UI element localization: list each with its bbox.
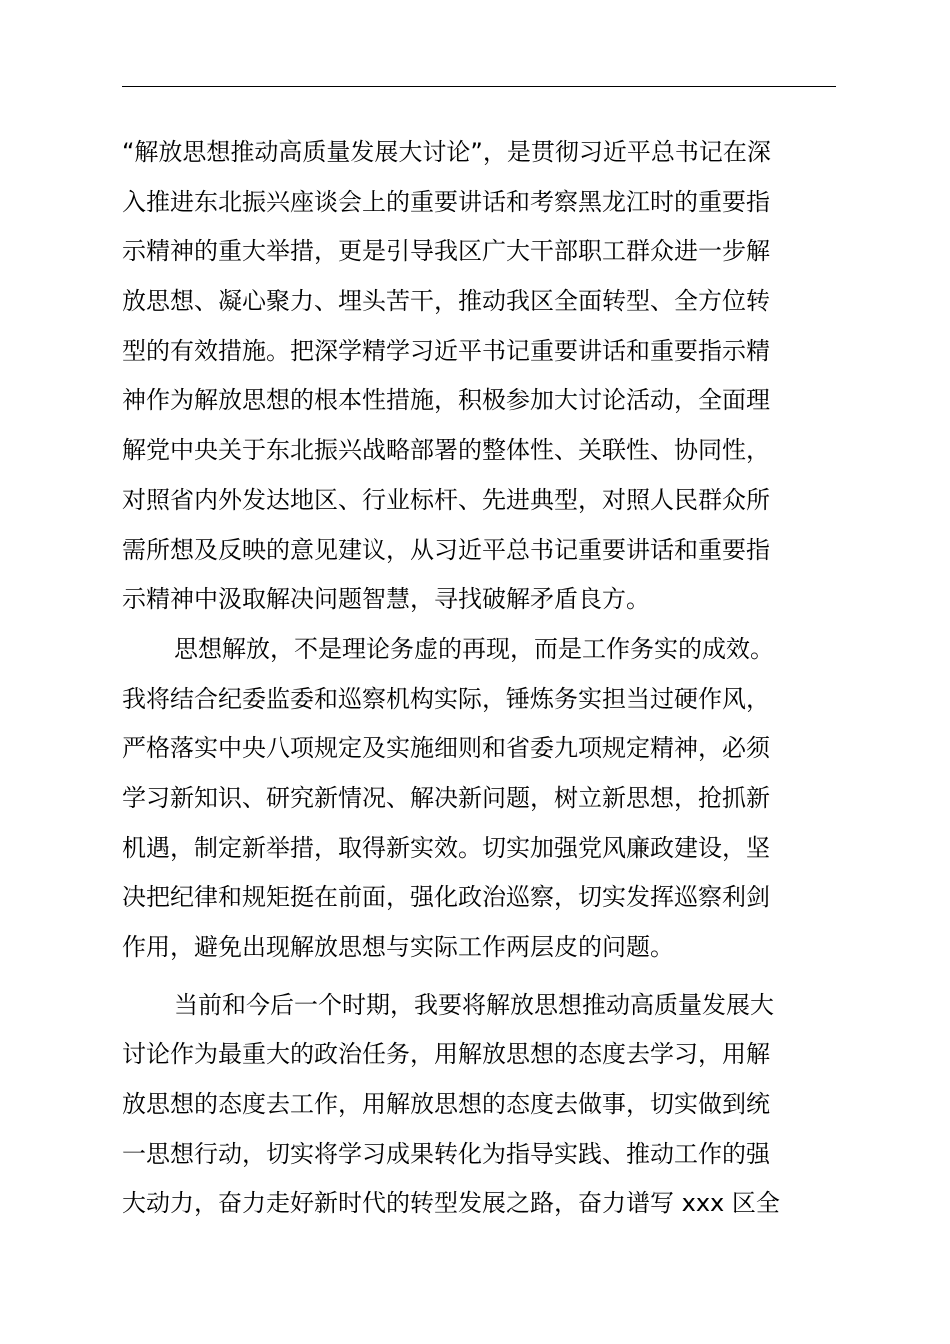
document-body <box>122 128 836 1229</box>
text-line: 学习新知识、研究新情况、解决新问题，树立新思想，抢抓新 <box>122 783 770 812</box>
text-line: 解党中央关于东北振兴战略部署的整体性、关联性、协同性， <box>122 436 770 465</box>
text-line: 严格落实中央八项规定及实施细则和省委九项规定精神，必须 <box>122 734 770 763</box>
text-line: 大动力，奋力走好新时代的转型发展之路，奋力谱写 xxx 区全 <box>122 1189 780 1218</box>
header-rule <box>122 86 836 87</box>
paragraph-spacer <box>122 973 836 981</box>
text-line: 讨论作为最重大的政治任务，用解放思想的态度去学习，用解 <box>122 1040 770 1069</box>
text-line: 型的有效措施。把深学精学习近平书记重要讲话和重要指示精 <box>122 336 770 365</box>
text-line: 放思想的态度去工作，用解放思想的态度去做事，切实做到统 <box>122 1090 770 1119</box>
paragraph-2 <box>122 625 836 973</box>
text-line: 放思想、凝心聚力、埋头苦干，推动我区全面转型、全方位转 <box>122 287 770 316</box>
paragraph-3 <box>122 981 836 1229</box>
text-line: 机遇，制定新举措，取得新实效。切实加强党风廉政建设，坚 <box>122 833 770 862</box>
text-line: 示精神中汲取解决问题智慧，寻找破解矛盾良方。 <box>122 585 650 614</box>
text-line: 当前和今后一个时期，我要将解放思想推动高质量发展大 <box>174 990 774 1019</box>
text-line: 入推进东北振兴座谈会上的重要讲话和考察黑龙江时的重要指 <box>122 187 770 216</box>
text-line: 决把纪律和规矩挺在前面，强化政治巡察，切实发挥巡察利剑 <box>122 883 770 912</box>
text-line: 神作为解放思想的根本性措施，积极参加大讨论活动，全面理 <box>122 386 770 415</box>
text-line: 需所想及反映的意见建议，从习近平总书记重要讲话和重要指 <box>122 535 770 564</box>
text-line: 示精神的重大举措，更是引导我区广大干部职工群众进一步解 <box>122 237 770 266</box>
text-line: 我将结合纪委监委和巡察机构实际，锤炼务实担当过硬作风， <box>122 684 770 713</box>
text-line: 作用，避免出现解放思想与实际工作两层皮的问题。 <box>122 933 674 961</box>
text-line: “解放思想推动高质量发展大讨论”，是贯彻习近平总书记在深 <box>122 138 771 166</box>
text-line: 思想解放，不是理论务虚的再现，而是工作务实的成效。 <box>174 634 774 663</box>
text-line: 对照省内外发达地区、行业标杆、先进典型，对照人民群众所 <box>122 485 770 514</box>
paragraph-1 <box>122 128 836 625</box>
text-line: 一思想行动，切实将学习成果转化为指导实践、推动工作的强 <box>122 1139 770 1168</box>
